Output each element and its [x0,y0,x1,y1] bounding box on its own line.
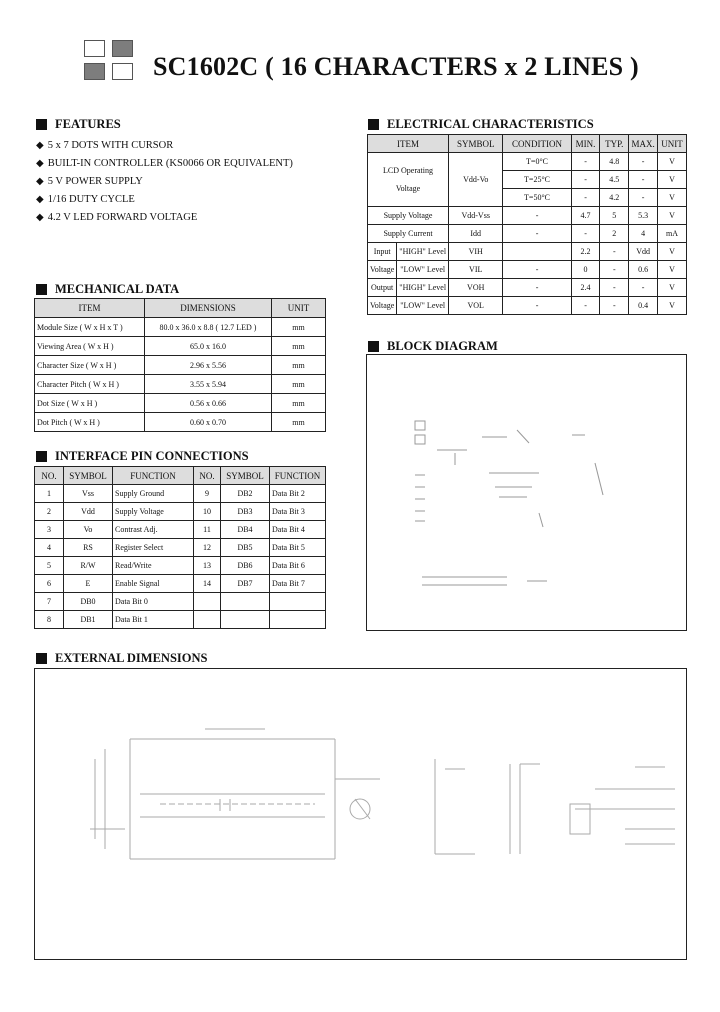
page-title: SC1602C ( 16 CHARACTERS x 2 LINES ) [153,52,639,81]
typ-cell: 2 [600,225,629,243]
col-header: TYP. [600,135,629,153]
brand-logo [84,40,138,82]
col-header: SYMBOL [221,467,270,485]
pin-function-cell: Data Bit 0 [113,593,194,611]
block-diagram-frame [366,354,687,631]
typ-cell: 4.2 [600,189,629,207]
col-header: SYMBOL [449,135,503,153]
pin-no-cell: 10 [194,503,221,521]
table-row [368,225,687,243]
min-cell: 0 [571,261,600,279]
pin-function-cell: Supply Voltage [113,503,194,521]
pin-symbol-cell: Vdd [64,503,113,521]
typ-cell: 4.5 [600,171,629,189]
typ-cell: - [600,243,629,261]
typ-cell: - [600,261,629,279]
lcd-operating-cell: LCD Operating Voltage [368,153,449,207]
section-features-heading: FEATURES [36,117,121,132]
block-diagram-drawing [367,355,685,629]
condition-cell: T=0°C [503,153,571,171]
square-bullet-icon [36,119,47,130]
pin-symbol-cell: DB3 [221,503,270,521]
pin-function-cell: Read/Write [113,557,194,575]
square-bullet-icon [368,119,379,130]
unit-cell: V [658,207,687,225]
unit-cell: mm [272,337,326,356]
table-row [35,539,326,557]
dimension-cell: 80.0 x 36.0 x 8.8 ( 12.7 LED ) [145,318,272,337]
pin-connections-table [34,466,326,629]
col-header: FUNCTION [270,467,326,485]
min-cell: - [571,153,600,171]
pin-no-cell: 1 [35,485,64,503]
dimension-cell: 3.55 x 5.94 [145,375,272,394]
max-cell: 0.4 [629,297,658,315]
level-cell: "LOW" Level [397,297,449,315]
condition-cell [503,243,571,261]
min-cell: 2.2 [571,243,600,261]
square-bullet-icon [36,284,47,295]
col-header: ITEM [368,135,449,153]
pin-no-cell: 13 [194,557,221,575]
max-cell: 5.3 [629,207,658,225]
pin-symbol-cell: DB1 [64,611,113,629]
pin-no-cell: 14 [194,575,221,593]
min-cell: - [571,189,600,207]
square-bullet-icon [36,653,47,664]
col-header: DIMENSIONS [145,299,272,318]
table-row [35,318,326,337]
item-cell: Viewing Area ( W x H ) [35,337,145,356]
square-bullet-icon [368,341,379,352]
max-cell: 4 [629,225,658,243]
item-cell: Supply Current [368,225,449,243]
pin-symbol-cell: DB6 [221,557,270,575]
pin-function-cell: Data Bit 6 [270,557,326,575]
output-label: Output [368,279,397,297]
diamond-bullet-icon: ◆ [36,194,44,205]
diamond-bullet-icon: ◆ [36,140,44,151]
feature-item: ◆ 5 V POWER SUPPLY [36,173,293,191]
item-cell: Module Size ( W x H x T ) [35,318,145,337]
symbol-cell: VOH [449,279,503,297]
pin-symbol-cell: DB2 [221,485,270,503]
pin-no-cell: 7 [35,593,64,611]
symbol-cell: VIH [449,243,503,261]
dimension-cell: 0.56 x 0.66 [145,394,272,413]
max-cell: Vdd [629,243,658,261]
condition-cell: - [503,297,571,315]
table-row [35,521,326,539]
feature-item: ◆ 1/16 DUTY CYCLE [36,191,293,209]
symbol-cell: Idd [449,225,503,243]
unit-cell: mA [658,225,687,243]
section-external-heading: EXTERNAL DIMENSIONS [36,651,207,666]
max-cell: 0.6 [629,261,658,279]
table-row [35,413,326,432]
unit-cell: mm [272,413,326,432]
mechanical-table [34,298,326,432]
unit-cell: V [658,261,687,279]
table-row [35,503,326,521]
diamond-bullet-icon: ◆ [36,158,44,169]
table-row [35,485,326,503]
symbol-cell: VIL [449,261,503,279]
pin-function-cell: Data Bit 5 [270,539,326,557]
pin-function-cell: Data Bit 1 [113,611,194,629]
section-interface-heading: INTERFACE PIN CONNECTIONS [36,449,249,464]
pin-function-cell: Register Select [113,539,194,557]
unit-cell: V [658,153,687,171]
condition-cell: - [503,279,571,297]
features-list [36,137,293,227]
col-header: FUNCTION [113,467,194,485]
pin-no-cell: 2 [35,503,64,521]
table-row [35,557,326,575]
unit-cell: V [658,243,687,261]
symbol-cell: Vdd-Vss [449,207,503,225]
output-label: Voltage [368,297,397,315]
feature-item: ◆ 5 x 7 DOTS WITH CURSOR [36,137,293,155]
unit-cell: mm [272,375,326,394]
min-cell: - [571,171,600,189]
table-row [35,375,326,394]
unit-cell: mm [272,394,326,413]
table-row [368,243,687,261]
pin-symbol-cell: Vss [64,485,113,503]
pin-function-cell [270,611,326,629]
table-row [368,261,687,279]
pin-symbol-cell: DB0 [64,593,113,611]
pin-function-cell: Contrast Adj. [113,521,194,539]
pin-function-cell: Data Bit 4 [270,521,326,539]
item-cell: Supply Voltage [368,207,449,225]
col-header: ITEM [35,299,145,318]
external-dimensions-frame [34,668,687,960]
col-header: CONDITION [503,135,571,153]
typ-cell: - [600,297,629,315]
max-cell: - [629,153,658,171]
min-cell: 4.7 [571,207,600,225]
unit-cell: V [658,189,687,207]
pin-function-cell: Data Bit 2 [270,485,326,503]
square-bullet-icon [36,451,47,462]
dimension-cell: 65.0 x 16.0 [145,337,272,356]
min-cell: 2.4 [571,279,600,297]
pin-function-cell [270,593,326,611]
unit-cell: V [658,171,687,189]
input-label: Voltage [368,261,397,279]
feature-item: ◆ BUILT-IN CONTROLLER (KS0066 OR EQUIVALENT) [36,155,293,173]
diamond-bullet-icon: ◆ [36,212,44,223]
table-row [35,394,326,413]
pin-symbol-cell: Vo [64,521,113,539]
symbol-cell: Vdd-Vo [449,153,503,207]
unit-cell: mm [272,356,326,375]
pin-function-cell: Data Bit 7 [270,575,326,593]
pin-function-cell: Supply Ground [113,485,194,503]
diamond-bullet-icon: ◆ [36,176,44,187]
table-row [35,356,326,375]
pin-symbol-cell: R/W [64,557,113,575]
typ-cell: 5 [600,207,629,225]
typ-cell: 4.8 [600,153,629,171]
col-header: NO. [35,467,64,485]
max-cell: - [629,279,658,297]
col-header: MIN. [571,135,600,153]
pin-symbol-cell: RS [64,539,113,557]
pin-symbol-cell: DB5 [221,539,270,557]
pin-symbol-cell: DB4 [221,521,270,539]
col-header: UNIT [272,299,326,318]
condition-cell: T=50°C [503,189,571,207]
max-cell: - [629,171,658,189]
pin-no-cell: 12 [194,539,221,557]
level-cell: "HIGH" Level [397,243,449,261]
table-row [35,611,326,629]
section-mechanical-heading: MECHANICAL DATA [36,282,179,297]
level-cell: "LOW" Level [397,261,449,279]
table-row [368,153,687,171]
item-cell: Character Pitch ( W x H ) [35,375,145,394]
col-header: SYMBOL [64,467,113,485]
col-header: UNIT [658,135,687,153]
pin-no-cell: 5 [35,557,64,575]
item-cell: Dot Size ( W x H ) [35,394,145,413]
dimension-cell: 2.96 x 5.56 [145,356,272,375]
pin-symbol-cell [221,593,270,611]
pin-no-cell [194,593,221,611]
unit-cell: V [658,279,687,297]
pin-no-cell: 4 [35,539,64,557]
table-row [35,337,326,356]
unit-cell: mm [272,318,326,337]
min-cell: - [571,297,600,315]
max-cell: - [629,189,658,207]
section-block-diagram-heading: BLOCK DIAGRAM [368,339,498,354]
pin-no-cell: 6 [35,575,64,593]
typ-cell: - [600,279,629,297]
condition-cell: - [503,207,571,225]
input-label: Input [368,243,397,261]
pin-function-cell: Enable Signal [113,575,194,593]
pin-function-cell: Data Bit 3 [270,503,326,521]
pin-no-cell: 8 [35,611,64,629]
condition-cell: T=25°C [503,171,571,189]
table-row [368,297,687,315]
pin-symbol-cell: E [64,575,113,593]
item-cell: Dot Pitch ( W x H ) [35,413,145,432]
col-header: MAX. [629,135,658,153]
unit-cell: V [658,297,687,315]
symbol-cell: VOL [449,297,503,315]
condition-cell: - [503,225,571,243]
condition-cell: - [503,261,571,279]
table-row [35,593,326,611]
level-cell: "HIGH" Level [397,279,449,297]
table-row [35,575,326,593]
col-header: NO. [194,467,221,485]
section-electrical-heading: ELECTRICAL CHARACTERISTICS [368,117,594,132]
pin-symbol-cell [221,611,270,629]
pin-no-cell [194,611,221,629]
pin-no-cell: 9 [194,485,221,503]
pin-no-cell: 11 [194,521,221,539]
external-dimensions-drawing [35,669,685,958]
min-cell: - [571,225,600,243]
table-row [368,279,687,297]
electrical-table [367,134,687,315]
pin-no-cell: 3 [35,521,64,539]
feature-item: ◆ 4.2 V LED FORWARD VOLTAGE [36,209,293,227]
table-row [368,207,687,225]
dimension-cell: 0.60 x 0.70 [145,413,272,432]
pin-symbol-cell: DB7 [221,575,270,593]
item-cell: Character Size ( W x H ) [35,356,145,375]
